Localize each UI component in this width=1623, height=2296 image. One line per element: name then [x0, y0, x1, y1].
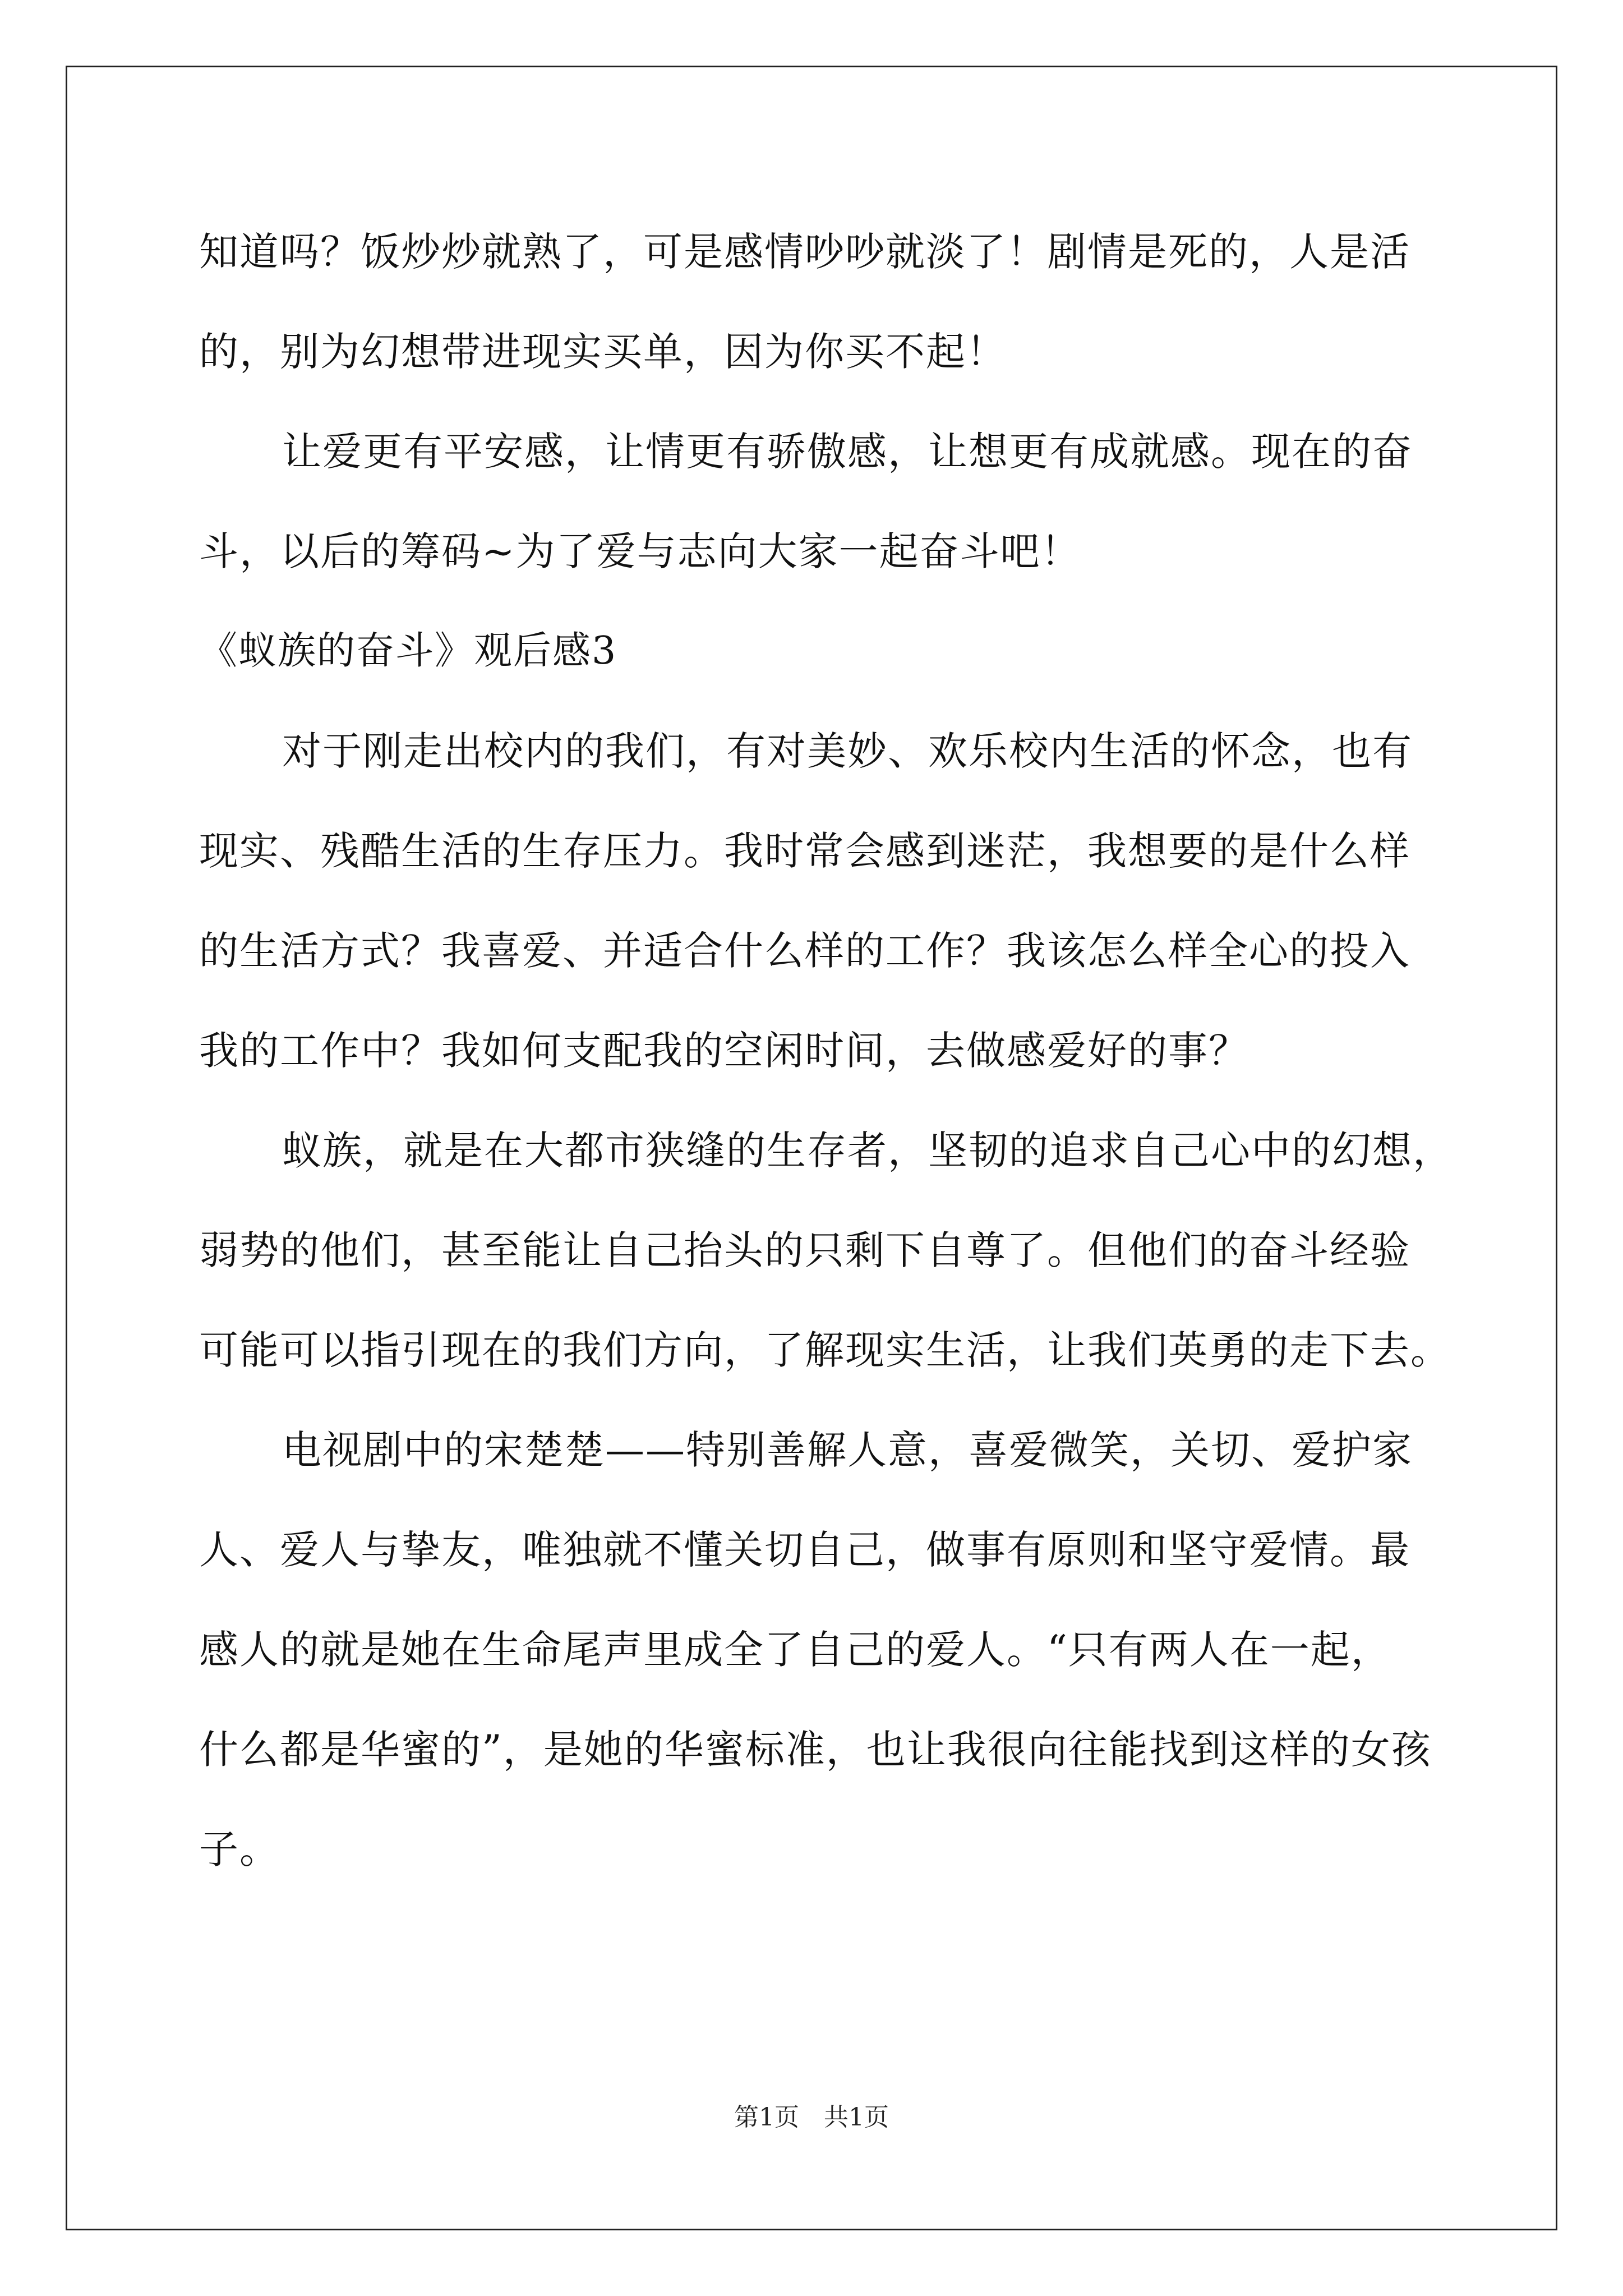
text-line: 电视剧中的宋楚楚——特别善解人意，喜爱微笑，关切、爱护家: [282, 1427, 1413, 1473]
text-line: 知道吗？饭炒炒就熟了，可是感情吵吵就淡了！剧情是死的，人是活: [199, 229, 1410, 275]
text-line: 我的工作中？我如何支配我的空闲时间，去做感爱好的事？: [199, 1028, 1249, 1074]
text-line: 斗，以后的筹码~为了爱与志向大家一起奋斗吧！: [199, 528, 1081, 574]
text-line: 弱势的他们，甚至能让自己抬头的只剩下自尊了。但他们的奋斗经验: [199, 1227, 1410, 1273]
text-line: 蚁族，就是在大都市狭缝的生存者，坚韧的追求自己心中的幻想，: [282, 1128, 1453, 1174]
text-line: 人、爱人与挚友，唯独就不懂关切自己，做事有原则和坚守爱情。最: [199, 1527, 1410, 1573]
text-line: 子。: [199, 1826, 280, 1872]
text-line: 感人的就是她在生命尾声里成全了自己的爱人。“只有两人在一起，: [199, 1627, 1391, 1673]
text-line: 可能可以指引现在的我们方向，了解现实生活，让我们英勇的走下去。: [199, 1327, 1451, 1373]
document-body: [199, 202, 1453, 1899]
text-line: 让爱更有平安感，让情更有骄傲感，让想更有成就感。现在的奋: [282, 429, 1413, 475]
text-line: 的，别为幻想带进现实买单，因为你买不起！: [199, 329, 1007, 375]
text-line: 的生活方式？我喜爱、并适合什么样的工作？我该怎么样全心的投入: [199, 928, 1410, 974]
text-line: 什么都是华蜜的”，是她的华蜜标准，也让我很向往能找到这样的女孩: [199, 1727, 1432, 1773]
section-heading: 《蚁族的奋斗》观后感3: [199, 629, 617, 673]
text-line: 对于刚走出校内的我们，有对美妙、欢乐校内生活的怀念，也有: [282, 728, 1413, 774]
page-number-footer: 第1页 共1页: [734, 2103, 889, 2132]
text-line: 现实、残酷生活的生存压力。我时常会感到迷茫，我想要的是什么样: [199, 828, 1410, 874]
